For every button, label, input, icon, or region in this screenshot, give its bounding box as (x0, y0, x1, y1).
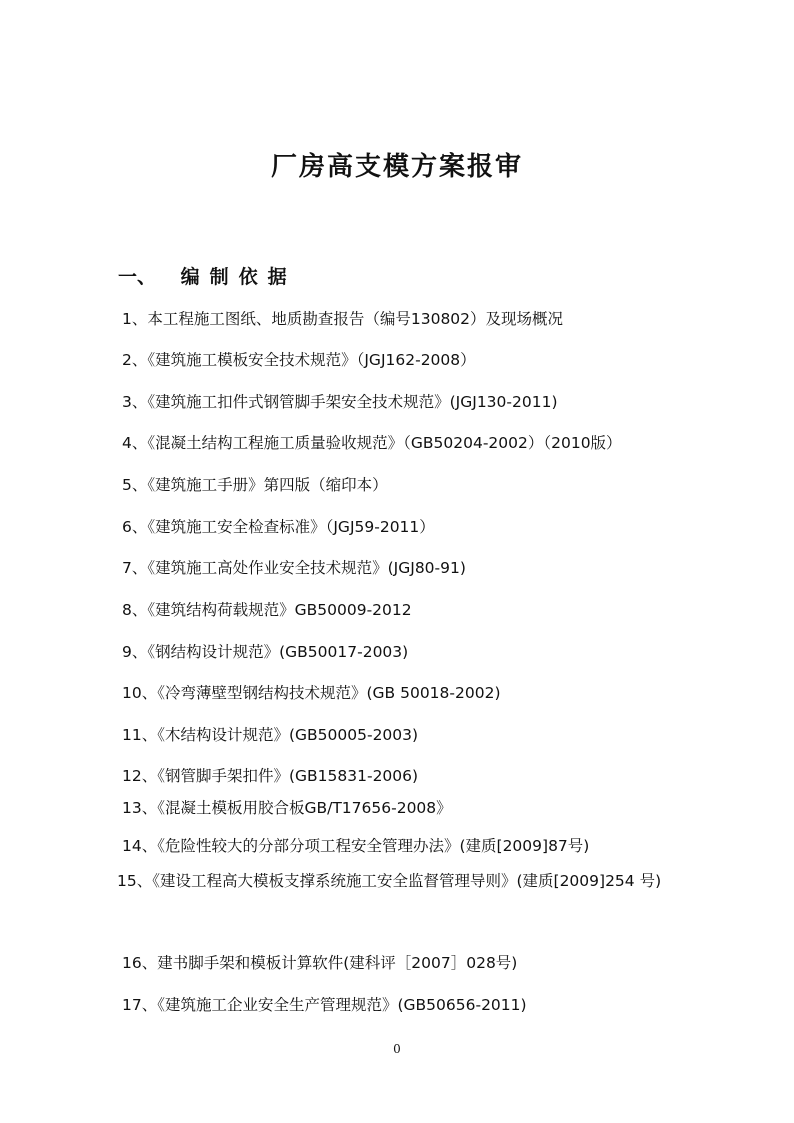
reference-item-14: 14、《危险性较大的分部分项工程安全管理办法》(建质[2009]87号) (122, 837, 590, 855)
reference-item-16: 16、建书脚手架和模板计算软件(建科评［2007］028号) (122, 954, 518, 972)
reference-item-7: 7、《建筑施工高处作业安全技术规范》(JGJ80-91) (122, 559, 466, 577)
reference-item-6: 6、《建筑施工安全检查标准》（JGJ59-2011） (122, 518, 435, 536)
reference-item-13: 13、《混凝土模板用胶合板GB/T17656-2008》 (122, 799, 452, 817)
reference-item-12: 12、《钢管脚手架扣件》(GB15831-2006) (122, 767, 419, 785)
section-heading (118, 262, 297, 289)
reference-item-4: 4、《混凝土结构工程施工质量验收规范》（GB50204-2002）（2010版） (122, 434, 622, 452)
reference-item-2: 2、《建筑施工模板安全技术规范》（JGJ162-2008） (122, 351, 476, 369)
reference-item-5: 5、《建筑施工手册》第四版（缩印本） (122, 476, 388, 494)
section-number: 一、 (118, 266, 157, 288)
reference-item-1: 1、本工程施工图纸、地质勘查报告（编号130802）及现场概况 (122, 310, 564, 328)
reference-item-15: 15、《建设工程高大模板支撑系统施工安全监督管理导则》(建质[2009]254 号) (117, 872, 662, 890)
reference-item-11: 11、《木结构设计规范》(GB50005-2003) (122, 726, 419, 744)
reference-item-17: 17、《建筑施工企业安全生产管理规范》(GB50656-2011) (122, 996, 527, 1014)
document-title: 厂房高支模方案报审 (270, 152, 523, 182)
reference-item-8: 8、《建筑结构荷载规范》GB50009-2012 (122, 601, 412, 619)
reference-item-9: 9、《钢结构设计规范》(GB50017-2003) (122, 643, 409, 661)
reference-item-10: 10、《冷弯薄壁型钢结构技术规范》(GB 50018-2002) (122, 684, 501, 702)
page-number: 0 (393, 1042, 401, 1056)
reference-item-3: 3、《建筑施工扣件式钢管脚手架安全技术规范》(JGJ130-2011) (122, 393, 558, 411)
section-title: 编制依据 (180, 266, 297, 288)
